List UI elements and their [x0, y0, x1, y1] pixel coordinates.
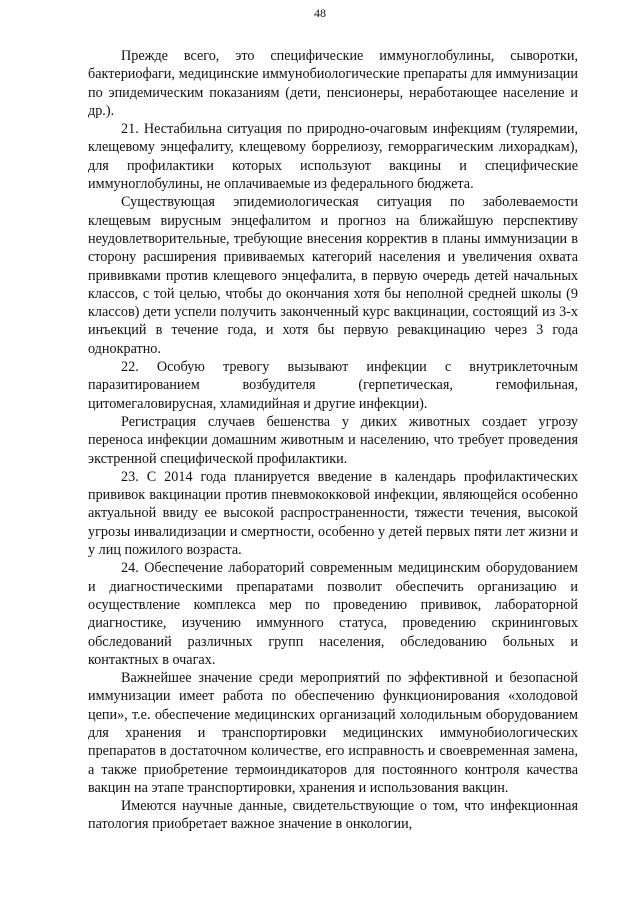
paragraph: Важнейшее значение среди мероприятий по эффективной и безопасной иммунизации имеет работа по обеспечению функционирования «холодовой цепи», т.е. обеспечение медицинских организаций холодильным оборудованием для хранения и транспортировки медицинских иммунобиологических препаратов в достаточном количестве, его исправность и своевременная замена, а также приобретение термоиндикаторов для постоянного контроля качества вакцин на этапе транспортировки, хранения и использования вакцин.	[88, 670, 578, 796]
paragraph: 22. Особую тревогу вызывают инфекции с внутриклеточным паразитированием возбудителя (герпетическая, гемофильная, цитомегаловирусная, хламидийная и другие инфекции).	[88, 359, 578, 412]
page-number: 48	[314, 6, 326, 20]
paragraph: 24. Обеспечение лабораторий современным медицинским оборудованием и диагностическими препаратами позволит обеспечить организацию и осуществление комплекса мер по проведению прививок, лабораторной диагностике, изучению иммунного статуса, проведению скрининговых обследований различных групп населения, обследованию больных и контактных в очагах.	[88, 560, 578, 668]
document-body	[88, 47, 578, 834]
paragraph: Имеются научные данные, свидетельствующие о том, что инфекционная патология приобретает важное значение в онкологии,	[88, 798, 578, 833]
paragraph: Прежде всего, это специфические иммуноглобулины, сыворотки, бактериофаги, медицинские иммунобиологические препараты для иммунизации по эпидемическим показаниям (дети, пенсионеры, неработающее население и др.).	[88, 48, 578, 119]
paragraph: 23. С 2014 года планируется введение в календарь профилактических прививок вакцинации против пневмококковой инфекции, являющейся особенно актуальной ввиду ее высокой распространенности, тяжести течения, высокой угрозы инвалидизации и смертности, особенно у детей первых пяти лет жизни и у лиц пожилого возраста.	[88, 468, 578, 559]
paragraph: 21. Нестабильна ситуация по природно-очаговым инфекциям (туляремии, клещевому энцефалиту, клещевому боррелиозу, геморрагическим лихорадкам), для профилактики которых используют вакцины и специфические иммуноглобулины, не оплачиваемые из федерального бюджета.	[88, 121, 578, 193]
paragraph: Существующая эпидемиологическая ситуация по заболеваемости клещевым вирусным энцефалитом и прогноз на ближайшую перспективу неудовлетворительные, требующие внесения корректив в планы иммунизации в сторону расширения прививаемых категорий населения и увеличения охвата прививками против клещевого энцефалита, в первую очередь детей начальных классов, с той целью, чтобы до окончания хотя бы неполной средней школы (9 классов) дети успели получить законченный курс вакцинации, состоящий из 3-х инъекций в течение года, и хотя бы первую ревакцинацию через 3 года однократно.	[88, 194, 578, 357]
paragraph: Регистрация случаев бешенства у диких животных создает угрозу переноса инфекции домашним животным и населению, что требует проведения экстренной специфической профилактики.	[88, 413, 578, 467]
